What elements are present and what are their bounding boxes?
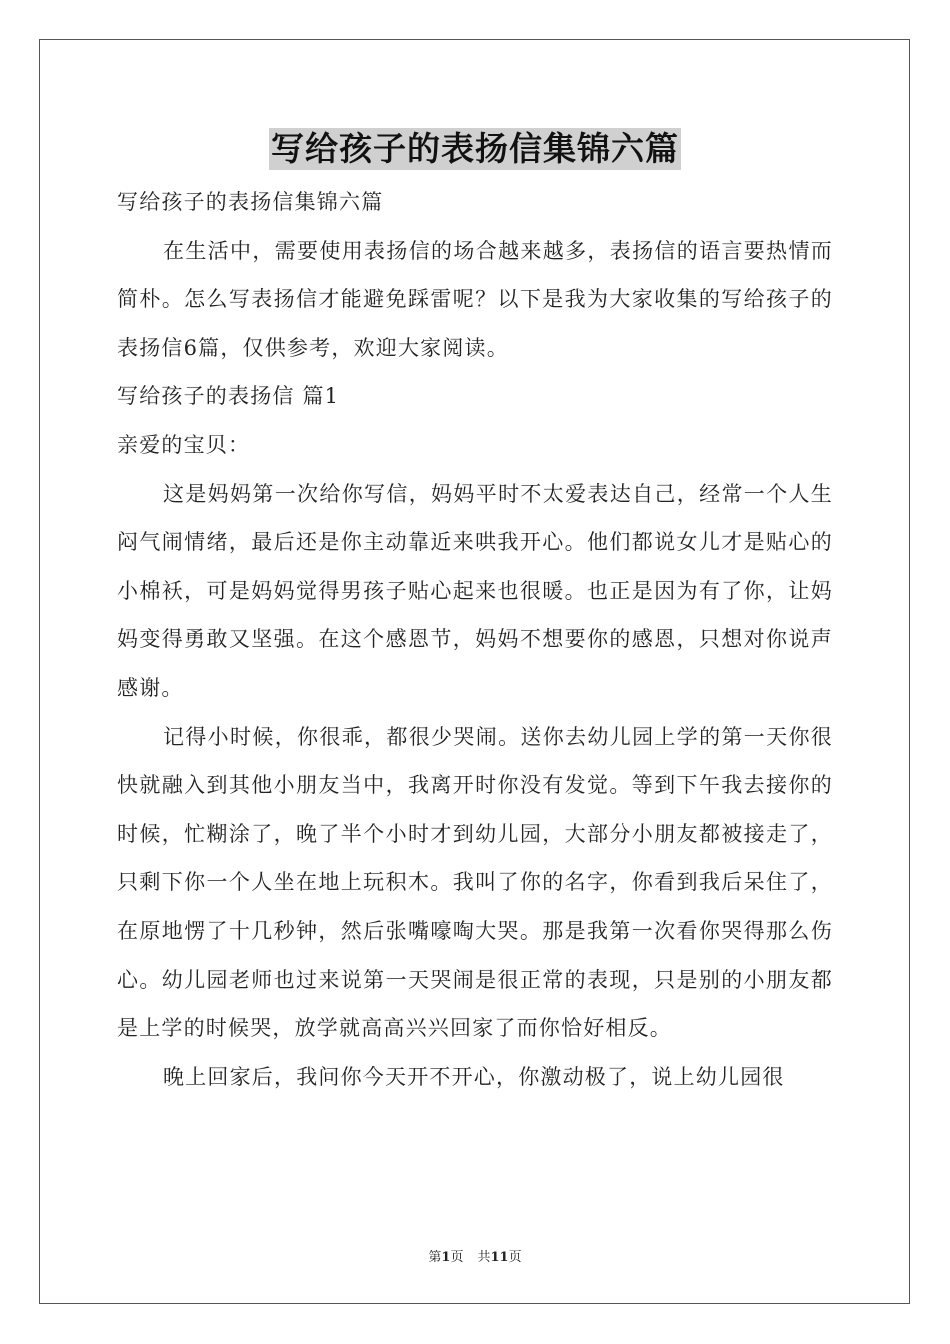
page-total-prefix: 共 <box>477 1250 491 1265</box>
page-number-prefix: 第 <box>428 1250 442 1265</box>
document-body <box>117 178 833 1101</box>
page-number-suffix: 页 <box>450 1250 464 1265</box>
letter-salutation: 亲爱的宝贝： <box>117 432 251 457</box>
document-title: 写给孩子的表扬信集锦六篇 <box>271 129 679 168</box>
paragraph-subtitle: 写给孩子的表扬信集锦六篇 <box>117 190 384 214</box>
paragraph-intro: 在生活中，需要使用表扬信的场合越来越多，表扬信的语言要热情而简朴。怎么写表扬信才能避免踩雷呢？以下是我为大家收集的写给孩子的表扬信6篇，仅供参考，欢迎大家阅读。 <box>117 238 833 360</box>
page-total-suffix: 页 <box>508 1250 522 1265</box>
page-total: 11 <box>490 1250 509 1265</box>
paragraph-body: 晚上回家后，我问你今天开不开心，你激动极了，说上幼儿园很 <box>163 1064 785 1089</box>
title-wrap <box>0 128 950 170</box>
paragraph-body: 这是妈妈第一次给你写信，妈妈平时不太爱表达自己，经常一个人生闷气闹情绪，最后还是你主动靠近来哄我开心。他们都说女儿才是贴心的小棉袄，可是妈妈觉得男孩子贴心起来也很暖。也正是因为有了你，让妈妈变得勇敢又坚强。在这个感恩节，妈妈不想要你的感恩，只想对你说声感谢。 <box>117 481 833 700</box>
page-footer <box>0 1246 950 1265</box>
paragraph-body: 记得小时候，你很乖，都很少哭闹。送你去幼儿园上学的第一天你很快就融入到其他小朋友当中，我离开时你没有发觉。等到下午我去接你的时候，忙糊涂了，晚了半个小时才到幼儿园，大部分小朋友都被接走了，只剩下你一个人坐在地上玩积木。我叫了你的名字，你看到我后呆住了，在原地愣了十几秒钟，然后张嘴嚎啕大哭。那是我第一次看你哭得那么伤心。幼儿园老师也过来说第一天哭闹是很正常的表现，只是别的小朋友都是上学的时候哭，放学就高高兴兴回家了而你恰好相反。 <box>117 724 833 1041</box>
section-heading: 写给孩子的表扬信 篇1 <box>117 384 340 409</box>
page-number-current: 1 <box>441 1250 451 1265</box>
